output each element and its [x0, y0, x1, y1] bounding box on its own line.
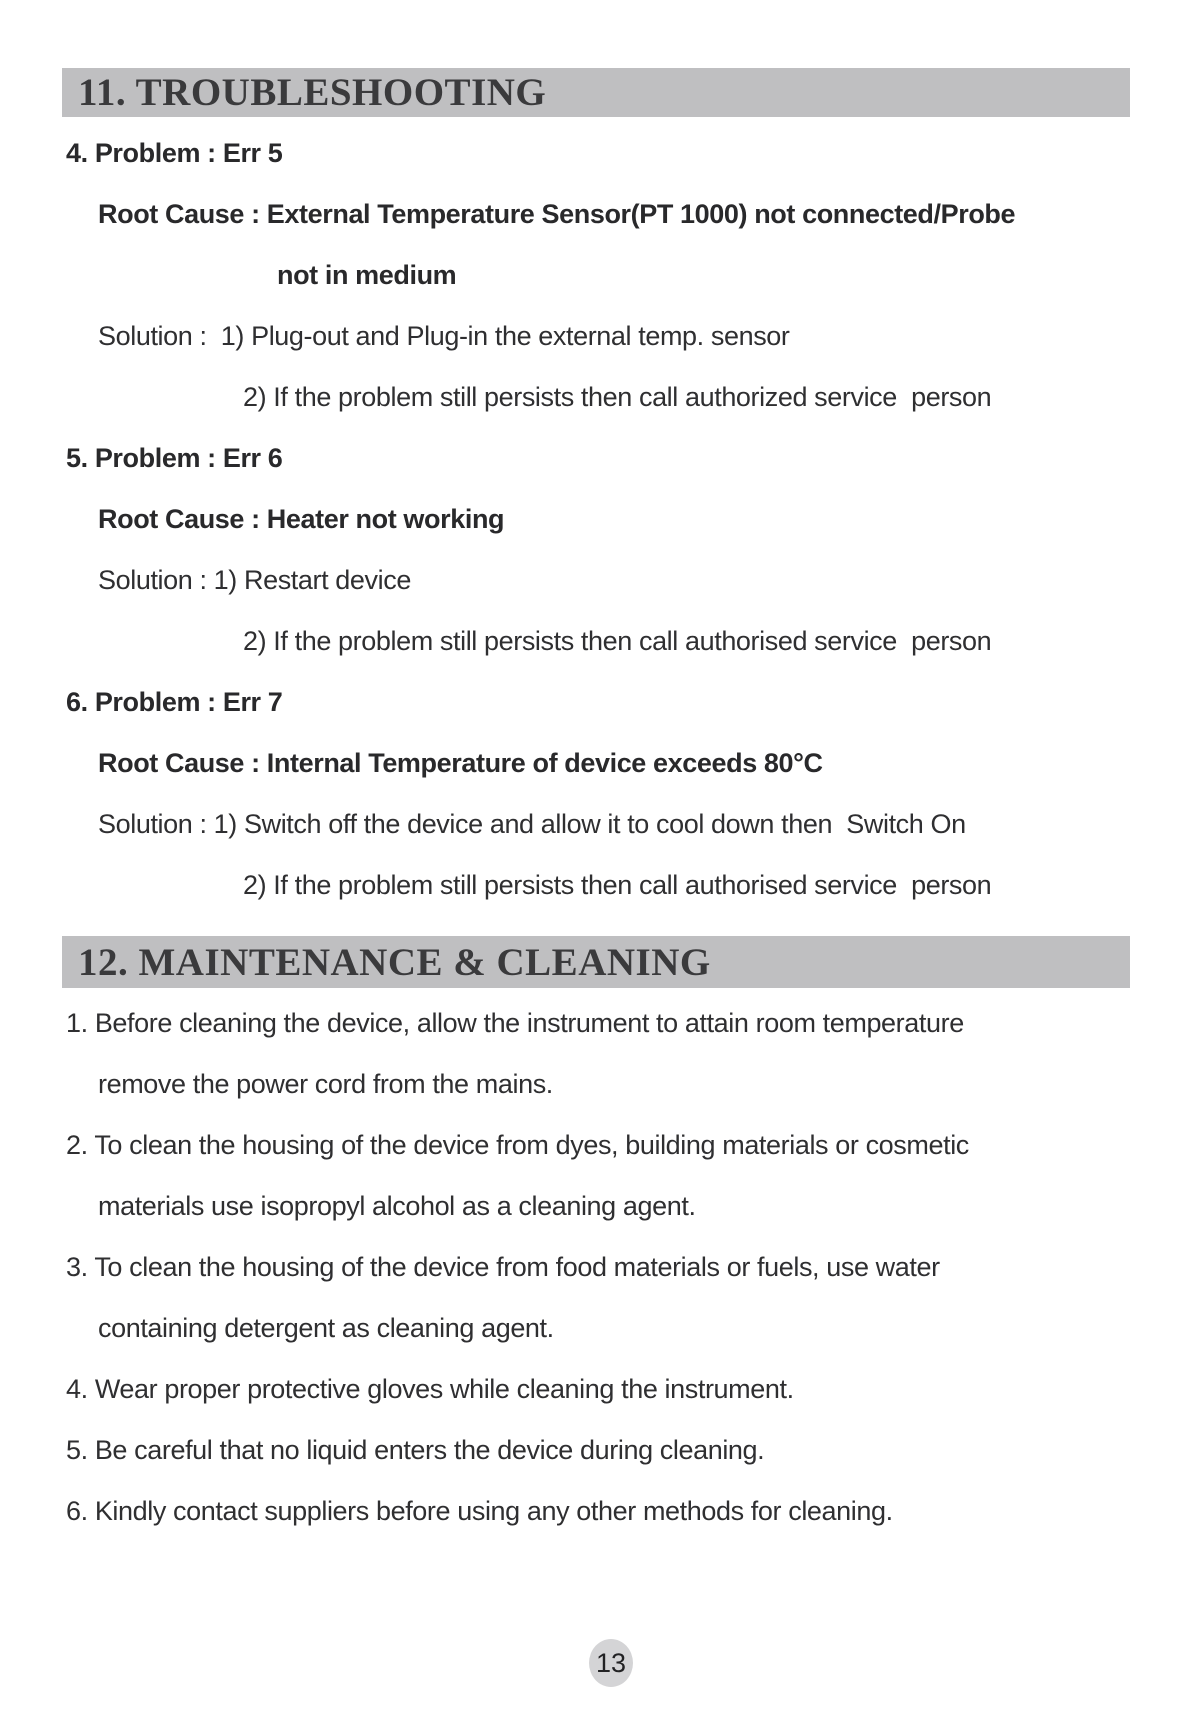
root-cause-line: Root Cause : External Temperature Sensor(PT 1000) not connected/Probe	[98, 199, 1016, 229]
maintenance-step-continuation: materials use isopropyl alcohol as a cleaning agent.	[98, 1191, 696, 1221]
maintenance-section-body	[0, 993, 1200, 1542]
problem-item: 4. Problem : Err 5	[66, 138, 283, 168]
troubleshooting-section-body	[0, 123, 1200, 916]
solution-line: Solution : 1) Restart device	[98, 565, 411, 595]
solution-continuation: 2) If the problem still persists then call authorized service person	[243, 382, 992, 412]
maintenance-step-continuation: remove the power cord from the mains.	[98, 1069, 553, 1099]
solution-continuation: 2) If the problem still persists then call authorised service person	[243, 870, 992, 900]
solution-line: Solution : 1) Plug-out and Plug-in the external temp. sensor	[98, 321, 790, 351]
problem-item: 6. Problem : Err 7	[66, 687, 283, 717]
maintenance-step: 2. To clean the housing of the device from dyes, building materials or cosmetic	[66, 1130, 969, 1160]
problem-item: 5. Problem : Err 6	[66, 443, 283, 473]
maintenance-step: 1. Before cleaning the device, allow the instrument to attain room temperature	[66, 1008, 964, 1038]
maintenance-step-continuation: containing detergent as cleaning agent.	[98, 1313, 554, 1343]
solution-continuation: 2) If the problem still persists then call authorised service person	[243, 626, 992, 656]
page-number-badge: 13	[589, 1639, 633, 1687]
maintenance-step: 5. Be careful that no liquid enters the device during cleaning.	[66, 1435, 765, 1465]
maintenance-step: 4. Wear proper protective gloves while cleaning the instrument.	[66, 1374, 794, 1404]
solution-line: Solution : 1) Switch off the device and allow it to cool down then Switch On	[98, 809, 966, 839]
maintenance-step: 3. To clean the housing of the device from food materials or fuels, use water	[66, 1252, 940, 1282]
section-header-troubleshooting: 11. TROUBLESHOOTING	[62, 68, 1130, 117]
maintenance-step: 6. Kindly contact suppliers before using any other methods for cleaning.	[66, 1496, 893, 1526]
root-cause-line: Root Cause : Heater not working	[98, 504, 505, 534]
section-header-maintenance-cleaning: 12. MAINTENANCE & CLEANING	[62, 936, 1130, 988]
root-cause-line: Root Cause : Internal Temperature of device exceeds 80°C	[98, 748, 823, 778]
root-cause-continuation: not in medium	[277, 260, 457, 290]
